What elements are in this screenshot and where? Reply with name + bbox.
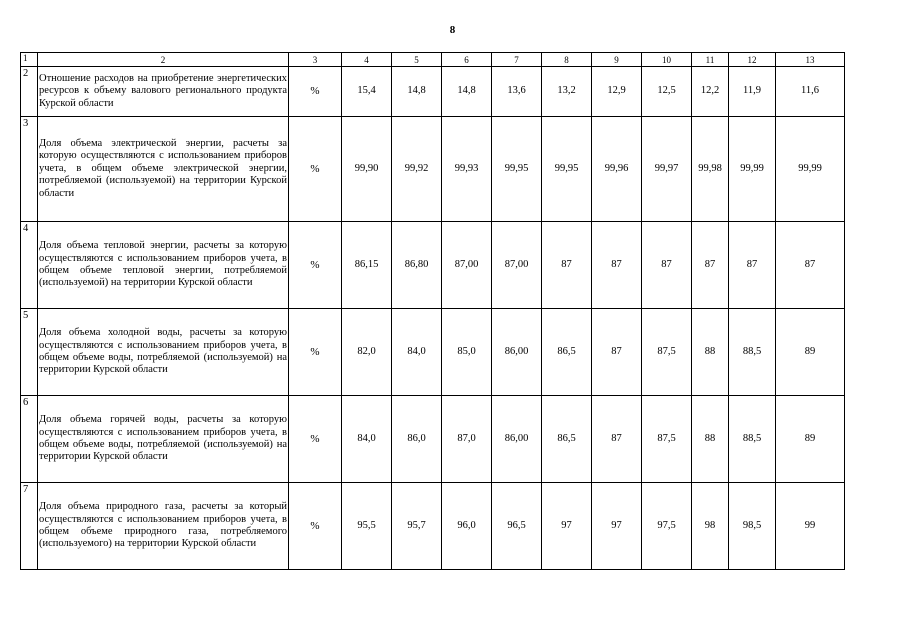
value-cell: 86,5 <box>542 396 592 483</box>
value-cell: 87 <box>642 222 692 309</box>
page-number: 8 <box>449 24 456 36</box>
value-cell: 97 <box>542 483 592 570</box>
header-cell: 3 <box>289 53 342 67</box>
table-row <box>21 396 845 483</box>
value-cell: 98,5 <box>729 483 776 570</box>
value-cell: 96,0 <box>442 483 492 570</box>
value-cell: 15,4 <box>342 67 392 117</box>
row-number-cell: 2 <box>21 67 38 117</box>
value-cell: 82,0 <box>342 309 392 396</box>
value-cell: 89 <box>776 309 845 396</box>
unit-cell: % <box>289 117 342 222</box>
value-cell: 99,98 <box>692 117 729 222</box>
value-cell: 87 <box>592 396 642 483</box>
unit-cell: % <box>289 222 342 309</box>
value-cell: 87,5 <box>642 309 692 396</box>
header-cell: 6 <box>442 53 492 67</box>
header-cell: 9 <box>592 53 642 67</box>
row-number-cell: 7 <box>21 483 38 570</box>
indicator-name-cell: Доля объема холодной воды, расчеты за которую осуществляются с использованием приборов учета, в общем объеме воды, потребляемой (используемой) на территории Курской области <box>38 309 289 396</box>
indicator-name-cell: Доля объема природного газа, расчеты за который осуществляются с использованием приборов учета, в общем объеме природного газа, потребляемого (используемого) на территории Курской области <box>38 483 289 570</box>
value-cell: 89 <box>776 396 845 483</box>
value-cell: 95,5 <box>342 483 392 570</box>
value-cell: 99,96 <box>592 117 642 222</box>
value-cell: 86,00 <box>492 396 542 483</box>
value-cell: 87,0 <box>442 396 492 483</box>
indicator-name-cell: Доля объема горячей воды, расчеты за которую осуществляются с использованием приборов учета, в общем объеме воды, потребляемой (используемой) на территории Курской области <box>38 396 289 483</box>
unit-cell: % <box>289 67 342 117</box>
value-cell: 86,80 <box>392 222 442 309</box>
value-cell: 88,5 <box>729 396 776 483</box>
value-cell: 84,0 <box>392 309 442 396</box>
header-cell: 5 <box>392 53 442 67</box>
header-row <box>21 53 845 67</box>
value-cell: 14,8 <box>392 67 442 117</box>
header-cell: 12 <box>729 53 776 67</box>
header-cell: 8 <box>542 53 592 67</box>
value-cell: 87,00 <box>442 222 492 309</box>
header-cell: 10 <box>642 53 692 67</box>
value-cell: 86,00 <box>492 309 542 396</box>
row-number-cell: 4 <box>21 222 38 309</box>
value-cell: 96,5 <box>492 483 542 570</box>
value-cell: 87 <box>729 222 776 309</box>
table-row <box>21 222 845 309</box>
table-row <box>21 309 845 396</box>
value-cell: 99,92 <box>392 117 442 222</box>
value-cell: 99,90 <box>342 117 392 222</box>
value-cell: 87,00 <box>492 222 542 309</box>
header-cell: 2 <box>38 53 289 67</box>
value-cell: 87 <box>592 309 642 396</box>
value-cell: 97 <box>592 483 642 570</box>
value-cell: 99,99 <box>729 117 776 222</box>
value-cell: 86,15 <box>342 222 392 309</box>
value-cell: 87 <box>542 222 592 309</box>
value-cell: 88 <box>692 309 729 396</box>
unit-cell: % <box>289 396 342 483</box>
value-cell: 99 <box>776 483 845 570</box>
value-cell: 98 <box>692 483 729 570</box>
value-cell: 87 <box>776 222 845 309</box>
row-number-cell: 3 <box>21 117 38 222</box>
value-cell: 87 <box>592 222 642 309</box>
value-cell: 87,5 <box>642 396 692 483</box>
table-row <box>21 67 845 117</box>
header-cell: 7 <box>492 53 542 67</box>
value-cell: 99,95 <box>542 117 592 222</box>
row-number-cell: 5 <box>21 309 38 396</box>
header-cell: 1 <box>21 53 38 67</box>
value-cell: 87 <box>692 222 729 309</box>
value-cell: 99,99 <box>776 117 845 222</box>
table-row <box>21 483 845 570</box>
value-cell: 84,0 <box>342 396 392 483</box>
indicator-name-cell: Доля объема электрической энергии, расчеты за которую осуществляются с использованием приборов учета, в общем объеме электрической энергии, потребляемой (используемой) на территории Курской области <box>38 117 289 222</box>
value-cell: 13,6 <box>492 67 542 117</box>
value-cell: 14,8 <box>442 67 492 117</box>
value-cell: 12,2 <box>692 67 729 117</box>
value-cell: 99,95 <box>492 117 542 222</box>
unit-cell: % <box>289 309 342 396</box>
indicators-table <box>20 52 845 570</box>
value-cell: 86,5 <box>542 309 592 396</box>
value-cell: 13,2 <box>542 67 592 117</box>
indicator-name-cell: Отношение расходов на приобретение энергетических ресурсов к объему валового регионального продукта Курской области <box>38 67 289 117</box>
value-cell: 99,97 <box>642 117 692 222</box>
value-cell: 11,9 <box>729 67 776 117</box>
unit-cell: % <box>289 483 342 570</box>
value-cell: 99,93 <box>442 117 492 222</box>
value-cell: 86,0 <box>392 396 442 483</box>
value-cell: 88 <box>692 396 729 483</box>
value-cell: 97,5 <box>642 483 692 570</box>
indicator-name-cell: Доля объема тепловой энергии, расчеты за которую осуществляются с использованием приборов учета, в общем объеме тепловой энергии, потребляемой (используемой) на территории Курской области <box>38 222 289 309</box>
value-cell: 95,7 <box>392 483 442 570</box>
value-cell: 88,5 <box>729 309 776 396</box>
header-cell: 13 <box>776 53 845 67</box>
header-cell: 11 <box>692 53 729 67</box>
value-cell: 12,5 <box>642 67 692 117</box>
value-cell: 85,0 <box>442 309 492 396</box>
header-cell: 4 <box>342 53 392 67</box>
table-row <box>21 117 845 222</box>
value-cell: 12,9 <box>592 67 642 117</box>
value-cell: 11,6 <box>776 67 845 117</box>
row-number-cell: 6 <box>21 396 38 483</box>
